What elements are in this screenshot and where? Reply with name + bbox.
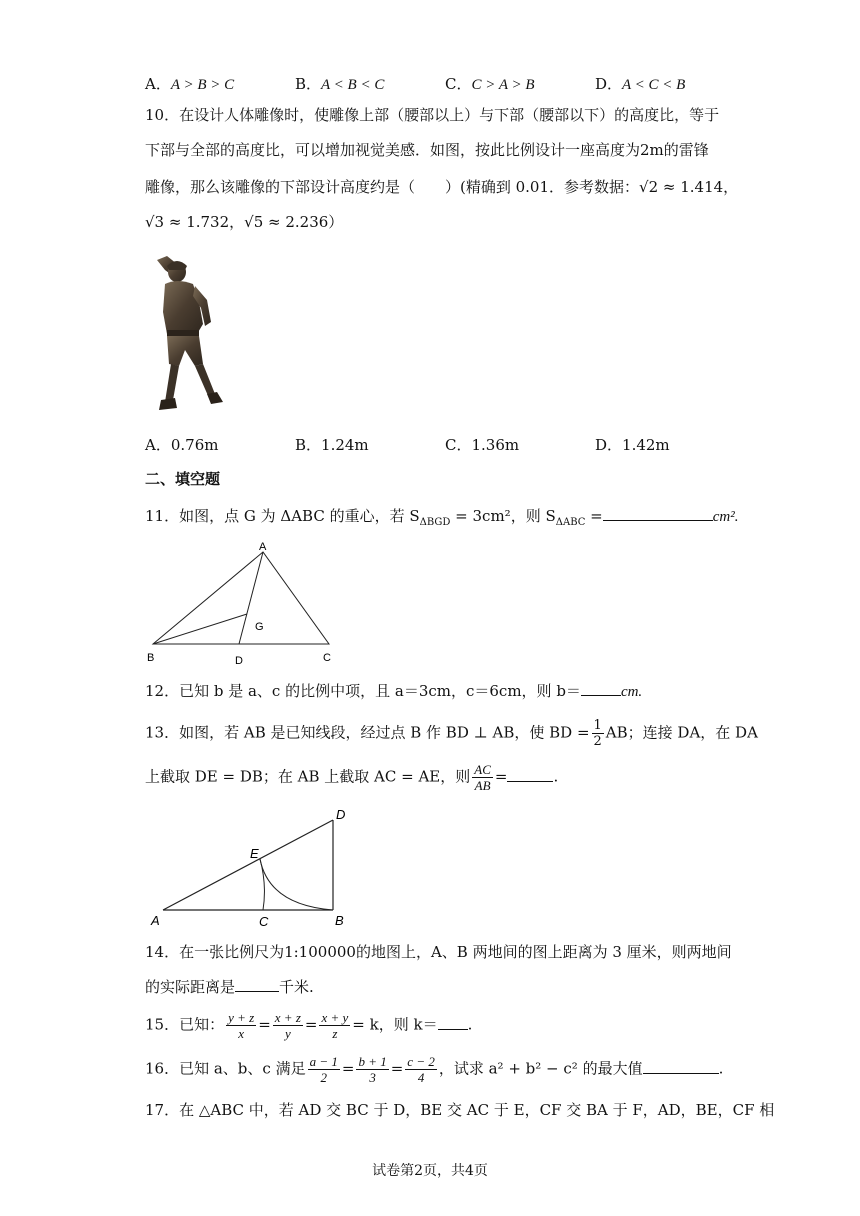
q9-option-a (145, 73, 234, 94)
q14-text-b: 千米. (279, 978, 314, 996)
q10-line4: √3 ≈ 1.732，√5 ≈ 2.236） (145, 213, 344, 231)
q11-text-d: cm². (712, 509, 739, 525)
q15-f3-den: z (332, 1026, 338, 1041)
q16-f2-num: b + 1 (358, 1054, 387, 1069)
q11-sub1: ΔBGD (419, 517, 451, 528)
q16-text-c: . (718, 1059, 724, 1078)
q12-text (145, 680, 642, 703)
q11-sub2: ΔABC (555, 517, 586, 528)
q16-f3-den: 4 (417, 1070, 425, 1085)
q13-frac-num: 1 (593, 718, 602, 733)
q9-option-b (295, 73, 384, 94)
q12-text-b: cm. (620, 684, 643, 700)
q9-option-c-math: C > A > B (471, 77, 535, 93)
q15-f2-den: y (284, 1026, 291, 1041)
q9-option-b-label: B． (295, 75, 322, 93)
q16-text-b: ，试求 a² + b² − c² 的最大值 (438, 1059, 643, 1078)
q10-option-a: A．0.76m (145, 436, 219, 454)
q16-text-a: 16．已知 a、b、c 满足 (145, 1059, 306, 1078)
page-footer: 试卷第2页，共4页 (372, 1163, 488, 1179)
geometry-figure-q13 (145, 805, 355, 930)
q16-fraction1 (308, 1054, 340, 1085)
q11-text-a: 11．如图，点 G 为 ΔABC 的重心，若 S (145, 507, 420, 525)
q14-line1: 14．在一张比例尺为1:100000的地图上，A、B 两地间的图上距离为 3 厘米，则两地间 (145, 943, 732, 961)
fig13-label-c: C (259, 914, 269, 929)
q16-f3-num: c − 2 (407, 1054, 435, 1069)
q9-option-c (445, 73, 535, 94)
answer-blank (235, 991, 279, 992)
q13-text-d: = (494, 767, 508, 786)
q16-f2-den: 3 (369, 1070, 376, 1085)
q17-line1: 17．在 △ABC 中，若 AD 交 BC 于 D，BE 交 AC 于 E，CF 交 BA 于 F，AD，BE，CF 相 (145, 1101, 775, 1119)
fig13-label-d: D (336, 807, 346, 822)
q13-text-b: AB；连接 DA，在 DA (605, 723, 758, 742)
q15-fraction2 (273, 1010, 303, 1041)
fig13-label-e: E (250, 846, 259, 861)
section-title: 二、填空题 (145, 470, 221, 488)
answer-blank (603, 520, 713, 521)
q13-text-e: . (553, 767, 559, 786)
q15-fraction1 (226, 1010, 256, 1041)
q11-text (145, 505, 738, 534)
q15-text-c: . (467, 1015, 473, 1034)
q15-text: 15．已知： $\frac{y + z}{x}$ = $\frac{x + z}{y}$ = $\frac{x + y}{z}$ = k，则 k＝ . (145, 1010, 473, 1041)
q16-f1-den: 2 (320, 1070, 327, 1085)
q14-line2 (145, 976, 314, 998)
q9-option-a-math: A > B > C (170, 77, 235, 93)
q16-f1-num: a − 1 (309, 1054, 338, 1069)
q10-option-b: B．1.24m (295, 436, 369, 454)
answer-blank (507, 781, 553, 782)
q11-text-b: = 3cm²，则 S (450, 507, 556, 525)
fig11-label-d: D (235, 655, 243, 667)
q13-frac-den: 2 (593, 734, 602, 749)
q11-text-c: = (585, 507, 603, 525)
q13-text-a: 13．如图，若 AB 是已知线段，经过点 B 作 BD ⊥ AB，使 BD = (145, 723, 590, 742)
q13-fraction (592, 718, 604, 749)
q9-option-a-label: A． (145, 75, 171, 93)
q15-f1-den: x (238, 1026, 245, 1041)
statue-image (143, 252, 225, 414)
q15-fraction3 (319, 1010, 350, 1041)
q15-f2-num: x + z (274, 1010, 301, 1025)
fig11-label-c: C (323, 652, 331, 664)
fig11-label-g: G (255, 621, 264, 633)
q10-option-c: C．1.36m (445, 436, 520, 454)
q15-f1-num: y + z (228, 1010, 255, 1025)
q13-frac2-den: AB (474, 778, 491, 793)
q15-text-b: = k，则 k＝ (352, 1015, 438, 1034)
q9-option-c-label: C． (445, 75, 472, 93)
q9-option-d-label: D． (595, 75, 623, 93)
q16-text: 16．已知 a、b、c 满足 $\frac{a - 1}{2}$ = $\frac{b + 1}{3}$ = $\frac{c - 2}{4}$ ，试求 a² + b² − c² 的最大值 . (145, 1054, 724, 1085)
triangle-figure-q11 (145, 540, 345, 670)
answer-blank (438, 1029, 468, 1030)
q15-f3-num: x + y (321, 1010, 349, 1025)
q13-line2 (145, 762, 558, 793)
fig13-label-a: A (151, 913, 160, 928)
q12-text-a: 12．已知 b 是 a、c 的比例中项，且 a＝3cm，c＝6cm，则 b＝ (145, 682, 581, 700)
q15-text-a: 15．已知： (145, 1015, 225, 1034)
q13-frac2-num: AC (474, 762, 491, 777)
q10-option-d: D．1.42m (595, 436, 670, 454)
fig11-label-b: B (147, 652, 155, 664)
q13-text-c: 上截取 DE = DB；在 AB 上截取 AC = AE，则 (145, 767, 471, 786)
q9-option-d (595, 73, 685, 94)
q13-line1 (145, 718, 758, 749)
answer-blank (581, 695, 621, 696)
q14-text-a: 的实际距离是 (145, 978, 236, 996)
q13-fraction2 (472, 762, 493, 793)
answer-blank (643, 1073, 719, 1074)
q9-option-b-math: A < B < C (321, 77, 385, 93)
fig11-label-a: A (259, 541, 267, 553)
q10-line3: 雕像，那么该雕像的下部设计高度约是（ ）(精确到 0.01．参考数据：√2 ≈ 1.414， (145, 178, 739, 196)
q16-fraction2 (356, 1054, 388, 1085)
q16-fraction3 (405, 1054, 437, 1085)
q10-line1: 10．在设计人体雕像时，使雕像上部（腰部以上）与下部（腰部以下）的高度比，等于 (145, 106, 720, 124)
fig13-label-b: B (335, 913, 344, 928)
q10-line2: 下部与全部的高度比，可以增加视觉美感．如图，按此比例设计一座高度为2m的雷锋 (145, 141, 709, 159)
q9-option-d-math: A < C < B (622, 77, 686, 93)
